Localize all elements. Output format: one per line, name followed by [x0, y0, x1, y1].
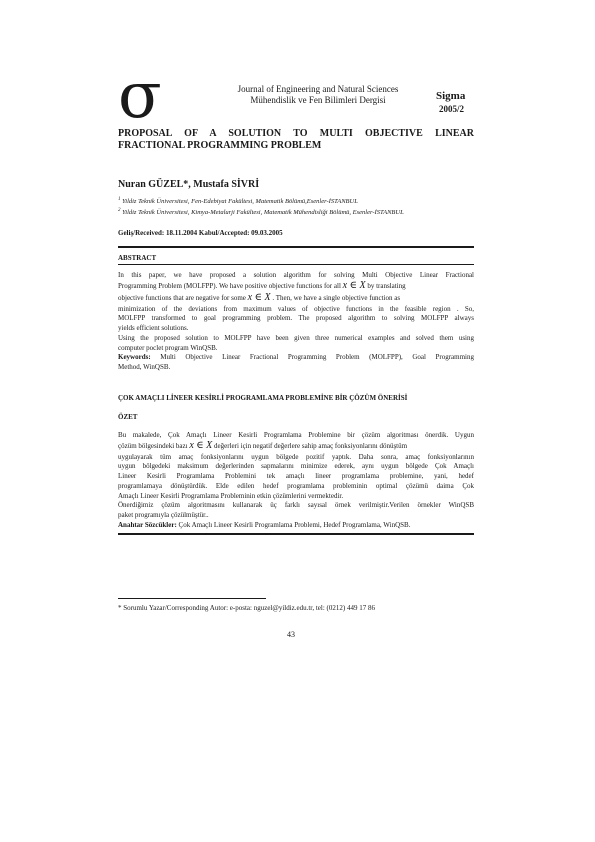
anahtar-sozcukler-line	[118, 521, 474, 531]
affiliation-number: 1	[118, 197, 121, 202]
section-divider	[118, 246, 474, 248]
ozet-line: Lineer Kesirli Programlama Problemini tek amaçlı lineer programlama problemine, yani, hedef	[118, 472, 474, 481]
keywords-text: Multi Objective Linear Fractional Programming Problem (MOLFPP), Goal Programming	[150, 353, 474, 362]
ozet-line: Amaçlı Lineer Kesirli Programlama Probleminin etkin çözümlerini vermektedir.	[118, 491, 344, 500]
abstract-line: computer poclet program WinQSB.	[118, 343, 218, 352]
journal-logo-sigma: σ	[118, 59, 162, 133]
ozet-line: Önerdiğimiz çözüm algoritmasını kullanarak üç farklı sayısal örnek verilmiştir.Verilen örnekler WinQSB	[118, 501, 474, 510]
abstract-line: Using the proposed solution to MOLFPP have been given three numerical examples and solved them using	[118, 333, 474, 342]
abstract-line: MOLFPP transformed to goal programming problem. The proposed algorithm to solving MOLFPP always	[118, 314, 474, 323]
received-accepted-dates: Geliş/Received: 18.11.2004 Kabul/Accepted: 09.03.2005	[118, 229, 283, 237]
corresponding-author-footnote: * Sorumlu Yazar/Corresponding Autor: e-posta: nguzel@yildiz.edu.tr, tel: (0212) 449 17 86	[118, 604, 375, 612]
heading-underline	[118, 264, 474, 265]
journal-name	[200, 84, 436, 106]
section-divider	[118, 533, 474, 535]
paper-title-line-2: FRACTIONAL PROGRAMMING PROBLEM	[118, 140, 322, 151]
ozet-text: değerleri için negatif değerlere sahip amaç fonksiyonlarını dönüştüm	[214, 441, 408, 450]
abstract-text: by translating	[367, 281, 406, 290]
abstract-line: In this paper, we have proposed a solution algorithm for solving Multi Objective Linear Fractional	[118, 271, 474, 279]
ozet-line: programlamaya dönüştürdük. Elde edilen hedef programlama probleminin optimal çözümü daima Çok	[118, 481, 474, 490]
affiliation-number: 2	[118, 208, 121, 213]
abstract-body	[118, 271, 474, 373]
affiliation-1	[118, 197, 358, 205]
footnote-rule	[118, 598, 266, 599]
ozet-line	[118, 441, 474, 453]
ozet-text: çözüm bölgesindeki bazı	[118, 441, 188, 450]
page-number: 43	[287, 630, 295, 639]
abstract-text: objective functions that are negative for some	[118, 293, 246, 302]
ozet-body	[118, 431, 474, 530]
affiliation-2	[118, 208, 404, 216]
turkish-title: ÇOK AMAÇLI LİNEER KESİRLİ PROGRAMLAMA PROBLEMİNE BİR ÇÖZÜM ÖNERİSİ	[118, 394, 408, 402]
anahtar-sozcukler-text: Çok Amaçlı Lineer Kesirli Programlama Problemi, Hedef Programlama, WinQSB.	[176, 520, 411, 529]
journal-name-english: Journal of Engineering and Natural Sciences	[237, 84, 399, 94]
math-x-in-X: x ∈ X	[342, 279, 366, 291]
math-x-in-X: x ∈ X	[189, 439, 213, 451]
abstract-line: yields efficient solutions.	[118, 324, 189, 333]
journal-sigma-label: Sigma	[436, 90, 466, 102]
ozet-heading: ÖZET	[118, 413, 138, 421]
abstract-text: . Then, we have a single objective function as	[272, 293, 401, 302]
affiliation-text: Yildiz Teknik Üniversitesi, Kimya-Metalurji Fakültesi, Matematik Mühendisliği Bölümü, Esenler-İSTANBUL	[122, 209, 404, 217]
abstract-line	[118, 281, 474, 293]
abstract-text: Programming Problem (MOLFPP). We have positive objective functions for all	[118, 281, 341, 290]
keywords-line-2: Method, WinQSB.	[118, 362, 171, 371]
affiliation-text: Yildiz Teknik Üniversitesi, Fen-Edebiyat Fakültesi, Matematik Bölümü,Esenler-İSTANBUL	[122, 198, 358, 206]
ozet-line: uygun bölgedeki maksimum değerlerinden sapmalarını minimize ederek, aynı uygun bölgede Çok Amaçlı	[118, 462, 474, 471]
paper-authors: Nuran GÜZEL*, Mustafa SİVRİ	[118, 179, 260, 190]
paper-title-line-1: PROPOSAL OF A SOLUTION TO MULTI OBJECTIVE LINEAR	[118, 128, 474, 139]
abstract-line: minimization of the deviations from maximum values of objective functions in the feasible region . So,	[118, 304, 474, 313]
keywords-label: Keywords:	[118, 353, 151, 362]
ozet-line: paket programıyla çözülmüştür..	[118, 510, 209, 519]
anahtar-sozcukler-label: Anahtar Sözcükler:	[118, 520, 177, 529]
math-x-in-X: x ∈ X	[247, 291, 271, 303]
journal-issue-year: 2005/2	[439, 104, 465, 114]
ozet-line: Bu makalede, Çok Amaçlı Lineer Kesirli Programlama Problemine bir çözüm algoritması önerdik. Uygun	[118, 431, 474, 439]
journal-name-turkish: Mühendislik ve Fen Bilimleri Dergisi	[250, 95, 386, 105]
abstract-heading: ABSTRACT	[118, 254, 157, 262]
keywords-line	[118, 353, 474, 363]
abstract-line	[118, 293, 474, 305]
ozet-line: uygulayarak tüm amaç fonksiyonlarını uygun bölgede pozitif yaptık. Daha sonra, amaç fonksiyonlarının	[118, 452, 474, 461]
